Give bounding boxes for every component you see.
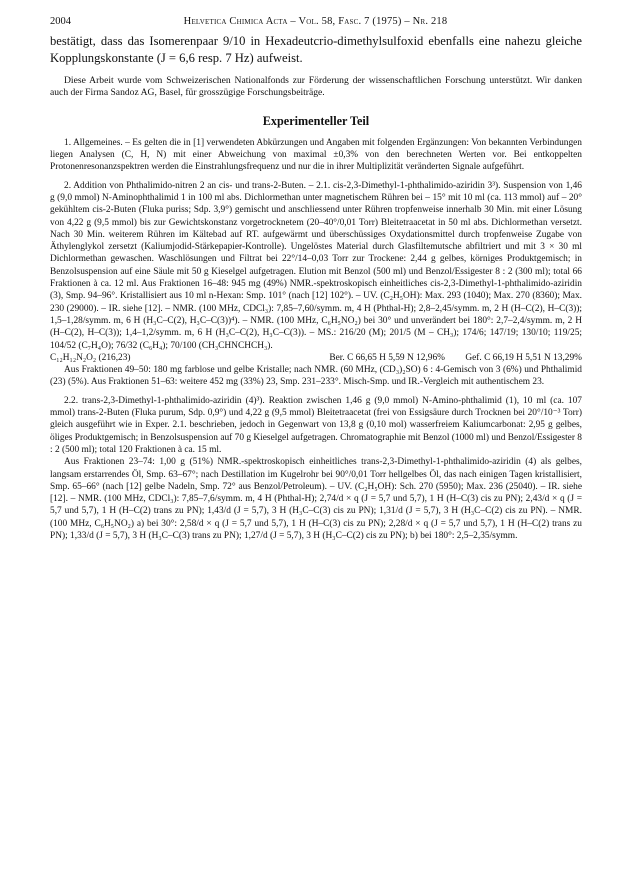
intro-paragraph: bestätigt, dass das Isomerenpaar 9/10 in Hexadeutcrio-dimethylsulfoxid ebenfalls eine nahezu gleiche Kopplungskonstante (J = 6,6 resp. 7 Hz) aufweist. — [50, 34, 582, 65]
analysis-formula: C₁₂H₁₂N₂O₂ (216,23) — [50, 352, 131, 363]
header-spacer — [560, 16, 582, 27]
acknowledgement-paragraph: Diese Arbeit wurde vom Schweizerischen Nationalfonds zur Förderung der wissenschaftlichen Forschung unterstützt. Wir danken auch der Firma Sandoz AG, Basel, für grosszügige Forschungsbeiträge. — [50, 75, 582, 99]
paragraph-trans-aziridin: 2.2. trans-2,3-Dimethyl-1-phthalimido-aziridin (4)³). Reaktion zwischen 1,46 g (9,0 mmol) N-Amino-phthalimid (1), 10 ml (ca. 107 mmol) trans-2-Buten (Fluka purum, Sdp. 0,9°) und 4,22 g (9,5 mmol) Bleitetraacetat (frei von Essigsäure durch Trocknen bei 20°/10⁻³ Torr) gleich ausgeführt wie in Exper. 2.1. beschrieben, jedoch in Gegenwart von 13,8 g (0,10 mol) wasserfreiem Kaliumcarbonat: 2,95 g gelbes, öliges Produktgemisch; in Benzolsuspension auf 70 g Kieselgel aufgetragen. Chromatographie mit Benzol (1000 ml) und Benzol/Essigester 8 : 2 (500 ml); total 120 Fraktionen à ca. 15 ml. — [50, 395, 582, 455]
journal-citation: Helvetica Chimica Acta – Vol. 58, Fasc. 7 (1975) – Nr. 218 — [183, 16, 448, 27]
paragraph-fractions-49-63: Aus Fraktionen 49–50: 180 mg farblose und gelbe Kristalle; nach NMR. (60 MHz, (CD₃)₂SO) 6 : 4-Gemisch von 3 (6%) und Phthalimid (23) (5%). Aus Fraktionen 51–63: weitere 452 mg (33%) 23, Smp. 231–233°. Misch-Smp. und IR.-Vergleich mit authentischem 23. — [50, 365, 582, 388]
running-header — [50, 16, 582, 27]
section-title: Experimenteller Teil — [262, 113, 370, 128]
paragraph-allgemeines: 1. Allgemeines. – Es gelten die in [1] verwendeten Abkürzungen und Angaben mit folgenden Ergänzungen: Von bekannten Verbindungen liegen Analysen (C, H, N) mit einer Abweichung von maximal ±0,3% von den berechneten Werten vor. Bei entkoppelten Protonenresonanzspektren werden die Einstrahlungsfrequenz und nur die in ihrer Multiplizität veränderten Signale aufgeführt. — [50, 137, 582, 173]
paragraph-fractions-23-74: Aus Fraktionen 23–74: 1,00 g (51%) NMR.-spektroskopisch einheitliches trans-2,3-Dimethyl-1-phthalimido-aziridin (4) als gelbes, langsam erstarrendes Öl, Smp. 63–67°; nach Destillation im Kugelrohr bei 90°/0,01 Torr hellgelbes Öl, das nach einigen Tagen kristallisiert, Smp. 65–66° (nach [12] gelbe Nadeln, Smp. 72° aus Benzol/Petroleum). – UV. (C₂H₅OH): Sch. 270 (5950); Max. 236 (25040). – IR. siehe [12]. – NMR. (100 MHz, CDCl₃): 7,85–7,6/symm. m, 4 H (Phthal-H); 2,74/d × q (J = 5,7 und 5,7), 1 H (H–C(3) cis zu PN); 2,43/d × q (J = 5,7 und 5,7), 1 H (H–C(2) trans zu PN); 1,43/d (J = 5,7), 3 H (H₃C–C(3) cis zu PN); 1,31/d (J = 5,7), 3 H (H₃C–C(2) cis zu PN). – NMR. (100 MHz, C₆H₅NO₂) a) bei 30°: 2,58/d × q (J = 5,7 und 5,7), 1 H (H–C(3) cis zu PN); 2,28/d × q (J = 5,7 und 5,7), 1 H (H–C(2) trans zu PN); 1,33/d (J = 5,7), 3 H (H₃C–C(3) trans zu PN); 1,27/d (J = 5,7), 3 H (H₃C–C(2) cis zu PN); b) bei 180°: 2,5–2,35/symm. — [50, 457, 582, 542]
page-number: 2004 — [50, 16, 71, 27]
paragraph-addition-cis: 2. Addition von Phthalimido-nitren 2 an cis- und trans-2-Buten. – 2.1. cis-2,3-Dimethyl-1-phthalimido-aziridin 3³). Suspension von 1,46 g (9,0 mmol) N-Aminophthalimid 1 in 100 ml abs. Dichlormethan unter magnetischem Rühren bei – 15° mit 10 ml (ca. 113 mmol) auf – 20° gekühltem cis-2-Buten (Fluka puriss; Sdp. 3,9°) gemischt und anschliessend unter Rühren tropfenweise innerhalb 30 Min. mit einer Lösung von 4,22 g (9,5 mmol) bis zur Gewichtskonstanz vorgetrocknetem (20–40°/0,01 Torr) Bleitetraacetat in 50 ml abs. Dichlormethan versetzt. Nach 30 Min. weiterem Rühren im Kältebad auf RT. aufgewärmt und überschüssiges Oxydationsmittel durch tropfenweise Zugabe von Äthylenglykol zersetzt (Kaliumjodid-Stärkepapier-Kontrolle). Ungelöstes Material durch Glasfiltemutsche abfiltriert und mit 3 × 30 ml Dichlormethan gewaschen. Waschlösungen und Filtrat bei 22°/14–0,03 Torr zur Trockene: 2,44 g gelbes, körniges Produktgemisch; in Benzolsuspension auf eine Säule mit 50 g Kieselgel aufgetragen. Elution mit Benzol (500 ml) und Benzol/Essigester 8 : 2 (300 ml); total 66 Fraktionen à ca. 12 ml. Aus Fraktionen 16–48: 945 mg (49%) NMR.-spektroskopisch einheitliches cis-2,3-Dimethyl-1-phthalimido-aziridin (3), Smp. 94–96°. Kristallisiert aus 10 ml n-Hexan: Smp. 101° (nach [12] 102°). – UV. (C₂H₅OH): Max. 293 (1040); Max. 270 (8360); Max. 230 (29000). – IR. siehe [12]. – NMR. (100 MHz, CDCl₃): 7,85–7,60/symm. m, 4 H (Phthal-H); 2,8–2,45/symm. m, 2 H (H–C(2), H–C(3)); 1,5–1,28/symm. m, 6 H (H₃C–C(2), H₃C–C(3))⁴). – NMR. (100 MHz, C₆H₅NO₂) bei 30° und unverändert bei 180°: 2,7–2,4/symm. m, 2 H (H–C(2), H–C(3)); 1,4–1,2/symm. m, 6 H (H₃C–C(2), H₃C–C(3)). – MS.: 216/20 (M); 201/5 (M – CH₃); 174/6; 147/19; 130/10; 119/25; 104/52 (C₇H₄O); 76/32 (C₆H₄); 70/100 (CH₃CHNCHCH₃). — [50, 180, 582, 351]
analysis-found: Gef. C 66,19 H 5,51 N 13,29% — [465, 352, 582, 363]
elemental-analysis — [50, 352, 582, 364]
analysis-calculated: Ber. C 66,65 H 5,59 N 12,96% — [329, 352, 445, 363]
